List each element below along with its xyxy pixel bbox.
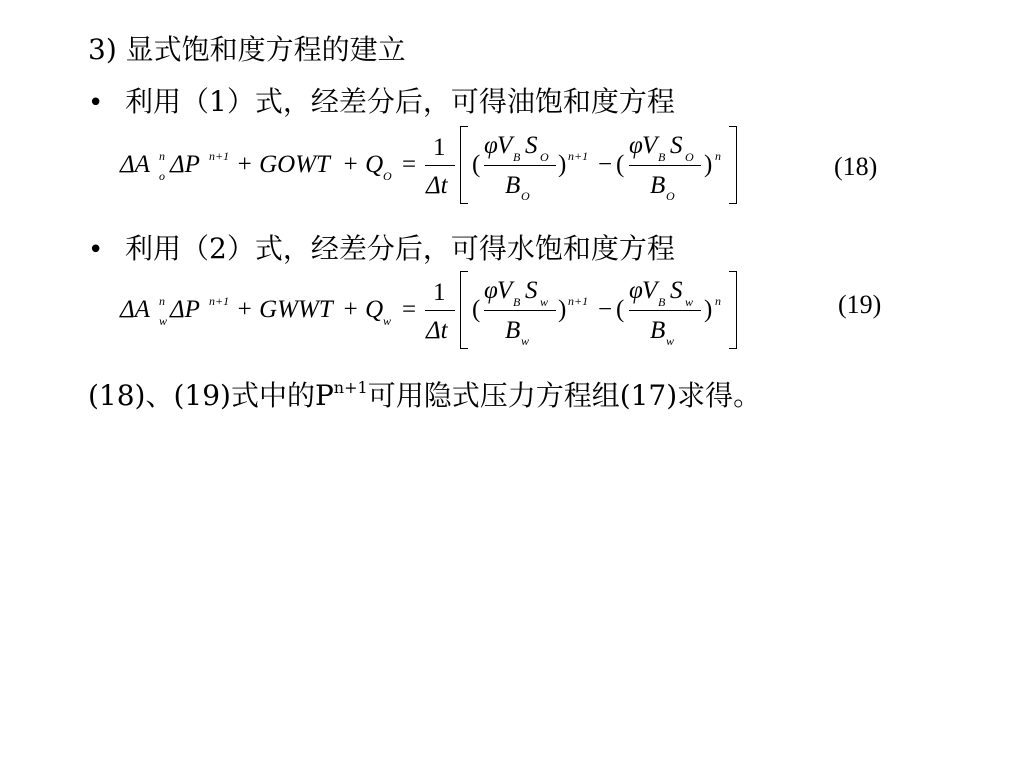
b-subscript-2: w [666, 334, 675, 348]
v-symbol: V [497, 277, 513, 304]
closing-superscript: n+1 [333, 378, 368, 397]
b-subscript: O [521, 189, 530, 203]
fraction-denominator: Δt [426, 317, 448, 344]
b-subscript-2: O [666, 189, 675, 203]
equation-number-19: (19) [838, 290, 882, 319]
s-symbol: S [525, 132, 538, 159]
minus-sign: − [598, 151, 613, 178]
v-subscript-2: B [658, 150, 666, 164]
s-symbol-2: S [670, 277, 683, 304]
right-bracket [729, 271, 737, 349]
section-title: 3) 显式饱和度方程的建立 [88, 33, 406, 66]
inner-fraction-bar [484, 165, 556, 166]
minus-sign: − [598, 296, 613, 323]
b-symbol-2: B [650, 172, 666, 199]
fraction-denominator: Δt [426, 172, 448, 199]
p-superscript: n+1 [209, 149, 230, 163]
a-superscript: n [159, 149, 165, 163]
close-paren: ) [558, 296, 567, 323]
open-paren: ( [472, 296, 481, 323]
open-paren: ( [472, 151, 481, 178]
equals-sign: = [402, 151, 417, 178]
term-gwwt: + GWWT [236, 296, 333, 323]
bullet-text-oil: 利用（1）式，经差分后，可得油饱和度方程 [125, 85, 675, 118]
delta-a: ΔA [120, 296, 150, 323]
delta-p: ΔP [170, 151, 200, 178]
v-symbol-2: V [642, 277, 658, 304]
bullet-marker: • [88, 88, 104, 118]
bullet-marker: • [88, 235, 104, 265]
exp-n-plus-1: n+1 [568, 149, 589, 163]
equals-sign: = [402, 296, 417, 323]
phi-symbol: φ [484, 132, 498, 159]
a-superscript: n [159, 294, 165, 308]
a-subscript: w [159, 314, 168, 328]
s-subscript: O [540, 150, 549, 164]
inner-fraction-bar-2 [629, 310, 701, 311]
phi-symbol-2: φ [629, 132, 643, 159]
a-subscript: o [159, 169, 165, 183]
left-bracket [460, 271, 468, 349]
equation-number-18: (18) [834, 152, 878, 181]
p-superscript: n+1 [209, 294, 230, 308]
b-symbol-2: B [650, 317, 666, 344]
s-subscript-2: O [685, 150, 694, 164]
exp-n: n [715, 149, 721, 163]
open-paren-2: ( [616, 151, 625, 178]
phi-symbol: φ [484, 277, 498, 304]
fraction-numerator: 1 [433, 279, 446, 306]
fraction-bar [425, 165, 455, 166]
closing-text-after: 可用隐式压力方程组(17)求得。 [367, 379, 762, 412]
closing-text-before: (18)、(19)式中的P [88, 379, 334, 412]
b-subscript: w [521, 334, 530, 348]
term-gowt: + GOWT [236, 151, 330, 178]
exp-n-plus-1: n+1 [568, 294, 589, 308]
exp-n: n [715, 294, 721, 308]
v-symbol: V [497, 132, 513, 159]
close-paren-2: ) [704, 296, 713, 323]
closing-sentence [88, 378, 762, 412]
s-subscript: w [540, 295, 549, 309]
v-subscript: B [513, 150, 521, 164]
phi-symbol-2: φ [629, 277, 643, 304]
inner-fraction-bar-2 [629, 165, 701, 166]
inner-fraction-bar [484, 310, 556, 311]
term-q: + Q [342, 151, 384, 178]
q-subscript: O [383, 169, 392, 183]
delta-p: ΔP [170, 296, 200, 323]
bullet-text-water: 利用（2）式，经差分后，可得水饱和度方程 [125, 232, 675, 265]
v-subscript-2: B [658, 295, 666, 309]
open-paren-2: ( [616, 296, 625, 323]
right-bracket [729, 126, 737, 204]
s-symbol-2: S [670, 132, 683, 159]
delta-a: ΔA [120, 151, 150, 178]
term-q: + Q [342, 296, 384, 323]
fraction-bar [425, 310, 455, 311]
b-symbol: B [505, 317, 521, 344]
s-symbol: S [525, 277, 538, 304]
v-symbol-2: V [642, 132, 658, 159]
close-paren-2: ) [704, 151, 713, 178]
q-subscript: w [383, 314, 392, 328]
v-subscript: B [513, 295, 521, 309]
left-bracket [460, 126, 468, 204]
close-paren: ) [558, 151, 567, 178]
fraction-numerator: 1 [433, 134, 446, 161]
s-subscript-2: w [685, 295, 694, 309]
b-symbol: B [505, 172, 521, 199]
